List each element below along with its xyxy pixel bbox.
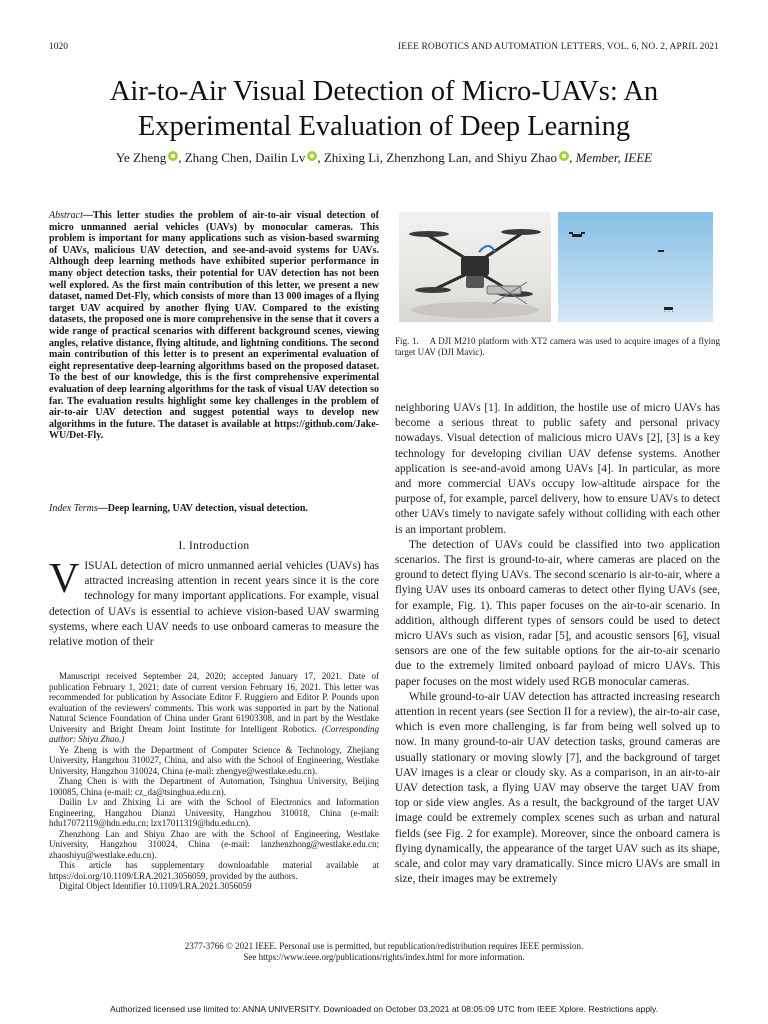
right-column-text xyxy=(395,401,720,888)
author-name: Ye Zheng xyxy=(115,150,167,165)
author-list xyxy=(49,149,719,167)
drone-platform-illustration xyxy=(399,212,551,322)
introduction-text: ISUAL detection of micro unmanned aerial vehicles (UAVs) has attracted increasing attention in recent years since it is the core technology for many important applications. For example, visual detection of UAVs is essential to achieve vision-based UAV swarming systems, where each UAV needs to use onboard cameras to measure the relative motion of their xyxy=(49,560,379,649)
footnote-manuscript: Manuscript received September 24, 2020; accepted January 17, 2021. Date of publication February 1, 2021; date of current version February 16, 2021. This letter was recommended for publication by Associate Editor F. Ruggiero and Editor P. Pounds upon evaluation of the reviewers' comments. This work was supported in part by the National Natural Science Foundation of China under Grant 61903308, and in part by the Westlake University and Bright Dream Joint Institute for Intelligent Robotics. (Corresponding author: Shiyu Zhao.) xyxy=(49,671,380,744)
footnote-affiliation: Zhenzhong Lan and Shiyu Zhao are with the School of Engineering, Westlake University, Hangzhou 310024, China (e-mail: lanzhenzhong@westlake.edu.cn; zhaoshiyu@westlake.edu.cn). xyxy=(49,828,379,860)
section-heading: I. Introduction xyxy=(178,540,250,552)
paper-title: Air-to-Air Visual Detection of Micro-UAVs: An Experimental Evaluation of Deep Learning xyxy=(109,76,659,142)
footnote-affiliation: Dailin Lv and Zhixing Li are with the School of Electronics and Information Engineering, Hangzhou Dianzi University, Hangzhou 310018, China (e-mail: hdu17072119@hdu.edu.cn; lzx17011319@hdu.edu.cn). xyxy=(49,797,379,828)
paragraph: neighboring UAVs [1]. In addition, the hostile use of micro UAVs has become a serious threat to public safety and personal privacy nowadays. Visual detection of malicious micro UAVs [2], [3] is a key technology for developing civilian UAV defense systems. Another application is see-and-avoid among UAVs [4]. In particular, as more and more commercial UAVs occupy low-altitude airspace for the purpose of, for example, parcel delivery, how to ensure UAVs to detect other UAVs timely to navigate safely without colliding with each other is an important problem. xyxy=(395,402,720,536)
footnote-affiliation: Ye Zheng is with the Department of Computer Science & Technology, Zhejiang University, Hangzhou 310027, China, and also with the School of Engineering, Westlake University, Hangzhou 310024, China (e-mail: zhengye@westlake.edu.cn). xyxy=(49,744,379,776)
figure-caption xyxy=(395,336,720,358)
footnote-supplementary[interactable]: This article has supplementary downloadable material available at https://doi.org/10.1109/LRA.2021.3056059, provided by the authors. xyxy=(49,860,379,881)
footnote-doi: Digital Object Identifier 10.1109/LRA.2021.3056059 xyxy=(59,881,252,891)
copyright-link-line[interactable]: See https://www.ieee.org/publications/rights/index.html for more information. xyxy=(243,952,525,962)
author-role: Member, IEEE xyxy=(575,150,653,165)
journal-header: IEEE ROBOTICS AND AUTOMATION LETTERS, VOL. 6, NO. 2, APRIL 2021 xyxy=(398,42,719,52)
corresponding-author: (Corresponding author: Shiyu Zhao.) xyxy=(49,723,380,744)
orcid-icon[interactable] xyxy=(168,151,178,161)
drop-cap: V xyxy=(49,556,80,602)
figure-label: Fig. 1. xyxy=(395,336,419,346)
footnote-affiliation: Zhang Chen is with the Department of Automation, Tsinghua University, Beijing 100085, China (e-mail: cz_da@tsinghua.edu.cn). xyxy=(49,776,379,797)
introduction-paragraph xyxy=(49,556,379,650)
sky-target-photo xyxy=(558,212,713,322)
page-number: 1020 xyxy=(49,42,68,52)
index-terms-text: —Deep learning, UAV detection, visual detection. xyxy=(97,503,308,514)
footnotes xyxy=(49,671,379,892)
author-separator: , xyxy=(569,150,576,165)
svg-text:· · ·: · · · xyxy=(664,309,674,316)
copyright-notice xyxy=(49,941,719,963)
abstract-text: —This letter studies the problem of air-to-air visual detection of micro unmanned aerial vehicles (UAVs) by monocular cameras. This problem is important for many applications such as vision-based swarming of UAVs, malicious UAV detection, and see-and-avoid systems for UAVs. Although deep learning methods have exhibited superior performance in many object detection tasks, their potential for UAV detection has not been well explored. As the first main contribution of this letter, we present a new dataset, named Det-Fly, which consists of more than 13 000 images of a flying target UAV acquired by another flying UAV. Compared to the existing datasets, the proposed one is more comprehensive in the sense that it covers a wide range of practical scenarios with different background scenes, viewing angles, relative distance, flying altitude, and lightning conditions. The second main contribution of this letter is to present an experimental evaluation of eight representative deep-learning algorithms based on the proposed dataset. To the best of our knowledge, this is the first comprehensive experimental evaluation of deep learning algorithms for the task of visual UAV detection so far. The evaluation results highlight some key challenges in the problem of air-to-air UAV detection and suggest potential ways to develop new algorithms in the future. The dataset is available at https://github.com/Jake-WU/Det-Fly. xyxy=(49,210,379,442)
orcid-icon[interactable] xyxy=(559,151,569,161)
copyright-line: 2377-3766 © 2021 IEEE. Personal use is permitted, but republication/redistribution requires IEEE permission. xyxy=(184,941,584,951)
target-uav-illustration xyxy=(558,212,713,322)
paragraph: The detection of UAVs could be classified into two application scenarios. The first is ground-to-air, where cameras are placed on the ground to detect flying UAVs. The second scenario is air-to-air, where a flying UAV uses its onboard cameras to detect other flying UAVs (see, for example, Fig. 1). This paper focuses on the air-to-air scenario. In addition, although different types of sensors could be used to detect micro UAVs such as vision, radar [5], and acoustic sensors [6], visual sensors are one of the few suitable options for the air-to-air scenario due to the extremely limited onboard payload of micro UAVs. This paper focuses on the most widely used RGB monocular cameras. xyxy=(395,538,720,688)
index-terms xyxy=(49,503,379,515)
figure-1 xyxy=(395,212,720,324)
drone-platform-photo xyxy=(399,212,551,322)
orcid-icon[interactable] xyxy=(307,151,317,161)
abstract-label: Abstract xyxy=(49,210,83,221)
abstract xyxy=(49,210,379,442)
author-name: , Zhang Chen, Dailin Lv xyxy=(178,150,306,165)
author-name: , Zhixing Li, Zhenzhong Lan, and Shiyu Zhao xyxy=(317,150,558,165)
license-notice: Authorized licensed use limited to: ANNA UNIVERSITY. Downloaded on October 03,2021 at 08:05:09 UTC from IEEE Xplore. Restrictions apply. xyxy=(109,1004,659,1014)
index-terms-label: Index Terms xyxy=(49,503,98,514)
paragraph: While ground-to-air UAV detection has attracted increasing research attention in recent years (see Section II for a review), the air-to-air case, which is even more challenging, is far from being well solved up to now. In many ground-to-air UAV detection tasks, ground cameras are usually stationary or moving slowly [7], and the background of target UAV images is a clear or cloudy sky. As a comparison, in an air-to-air UAV detection task, a flying UAV may observe the target UAV from top or side view angles. As a result, the background of the target UAV image could be extremely complex scenes such as urban and natural fields (see Fig. 2 for example). Moreover, since the onboard camera is flying dynamically, the appearance of the target UAV such as its shape, scale, and color may vary dramatically. Since micro UAVs are small in size, their images may be extremely xyxy=(395,690,720,886)
figure-caption-text: A DJI M210 platform with XT2 camera was used to acquire images of a flying target UAV (DJI Mavic). xyxy=(395,336,721,357)
